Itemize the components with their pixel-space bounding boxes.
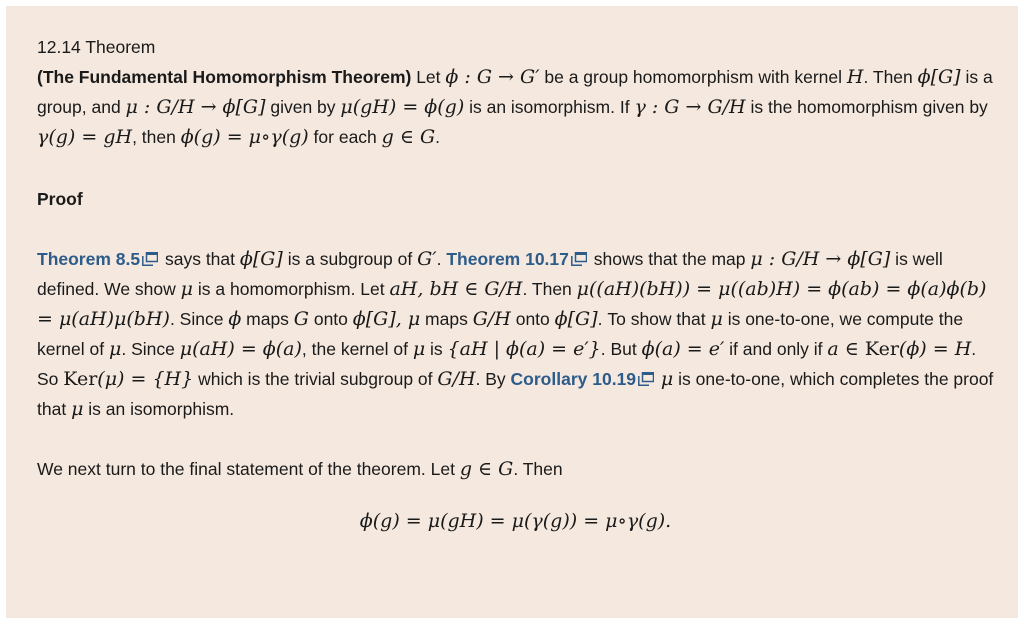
math: ϕ (228, 308, 242, 330)
math: μ (180, 278, 194, 300)
text: maps (420, 309, 473, 329)
text: is a subgroup of (282, 249, 418, 269)
proof-label: Proof (37, 189, 83, 209)
text: be a group homomorphism with kernel (539, 67, 847, 87)
text: . Then (863, 67, 918, 87)
math: Ker (864, 338, 899, 360)
text: . Since (169, 309, 229, 329)
text: is a homomorphism. Let (193, 279, 390, 299)
text: onto (308, 309, 353, 329)
text: . So (37, 339, 977, 389)
math: μ (412, 338, 426, 360)
math: ϕ[G] (917, 66, 961, 88)
math: μ (660, 368, 674, 390)
text: which is the trivial subgroup of (193, 369, 438, 389)
theorem-8-5-link[interactable]: Theorem 8.5 (37, 249, 141, 269)
text: . To show that (597, 309, 711, 329)
math: (ϕ) = H (898, 338, 972, 360)
text: shows that the map (588, 249, 751, 269)
math: μ(aH) = ϕ(a) (179, 338, 302, 360)
final-statement-intro (37, 454, 994, 484)
text: onto (510, 309, 555, 329)
external-window-icon[interactable] (142, 252, 158, 266)
theorem-card (6, 6, 1018, 618)
proof-body (37, 244, 994, 424)
math: γ(g) = gH (37, 126, 133, 148)
math: ϕ[G] (554, 308, 598, 330)
display-equation: ϕ(g) = μ(gH) = μ(γ(g)) = μ∘γ(g). (359, 510, 672, 532)
math: μ : G/H → ϕ[G] (125, 96, 266, 118)
text: is an isomorphism. (83, 399, 235, 419)
math: G/H (472, 308, 511, 330)
math: μ (108, 338, 122, 360)
math: μ((aH)(bH)) = μ((ab)H) = ϕ(ab) = ϕ(a)ϕ(b) = μ(aH)μ(bH) (37, 278, 987, 330)
text: for each (308, 127, 382, 147)
math: ϕ(g) = μ∘γ(g) (180, 126, 309, 148)
text: given by (265, 97, 341, 117)
text: is one-to-one, we compute the kernel of (37, 309, 964, 359)
math: H (846, 66, 864, 88)
text: . (435, 127, 441, 147)
content (37, 32, 994, 555)
text: . Then (513, 459, 563, 479)
theorem-statement (37, 62, 994, 152)
external-window-icon[interactable] (571, 252, 587, 266)
text: is well defined. We show (37, 249, 943, 299)
math: {aH | ϕ(a) = e′} (447, 338, 601, 360)
text: says that (160, 249, 240, 269)
external-window-icon[interactable] (638, 372, 654, 386)
theorem-number: 12.14 Theorem (37, 37, 156, 57)
math: G′ (417, 248, 437, 270)
theorem-name: (The Fundamental Homomorphism Theorem) (37, 67, 412, 87)
text: , then (132, 127, 181, 147)
math: ϕ : G → G′ (445, 66, 540, 88)
text: We next turn to the final statement of the theorem. Let (37, 459, 460, 479)
math: ϕ(a) = e′ (641, 338, 725, 360)
math: μ(gH) = ϕ(g) (340, 96, 465, 118)
text: is one-to-one, which completes the proof that (37, 369, 994, 419)
text: if and only if (724, 339, 828, 359)
math: G (293, 308, 309, 330)
text: . But (600, 339, 642, 359)
text: is an isomorphism. If (464, 97, 635, 117)
math: μ : G/H → ϕ[G] (750, 248, 891, 270)
math: g ∈ G (381, 126, 436, 148)
math: (μ) = {H} (97, 368, 194, 390)
math: g ∈ G (459, 458, 514, 480)
math: γ : G → G/H (634, 96, 746, 118)
text: , the kernel of (301, 339, 413, 359)
math: aH, bH ∈ G/H (389, 278, 523, 300)
math: μ (710, 308, 723, 330)
text: is a group, and (37, 67, 993, 117)
math: Ker (63, 368, 98, 390)
text: Let (416, 67, 446, 87)
math: G/H (437, 368, 476, 390)
text: . By (475, 369, 511, 389)
math: μ (71, 398, 84, 420)
math: a ∈ (827, 338, 865, 360)
text: . (436, 249, 447, 269)
math: ϕ[G], μ (352, 308, 421, 330)
text: . Since (121, 339, 180, 359)
text: maps (241, 309, 294, 329)
math: ϕ[G] (239, 248, 283, 270)
corollary-10-19-link[interactable]: Corollary 10.19 (510, 369, 637, 389)
text: is the homomorphism given by (745, 97, 988, 117)
text: . Then (522, 279, 577, 299)
text: is (425, 339, 448, 359)
theorem-10-17-link[interactable]: Theorem 10.17 (446, 249, 569, 269)
